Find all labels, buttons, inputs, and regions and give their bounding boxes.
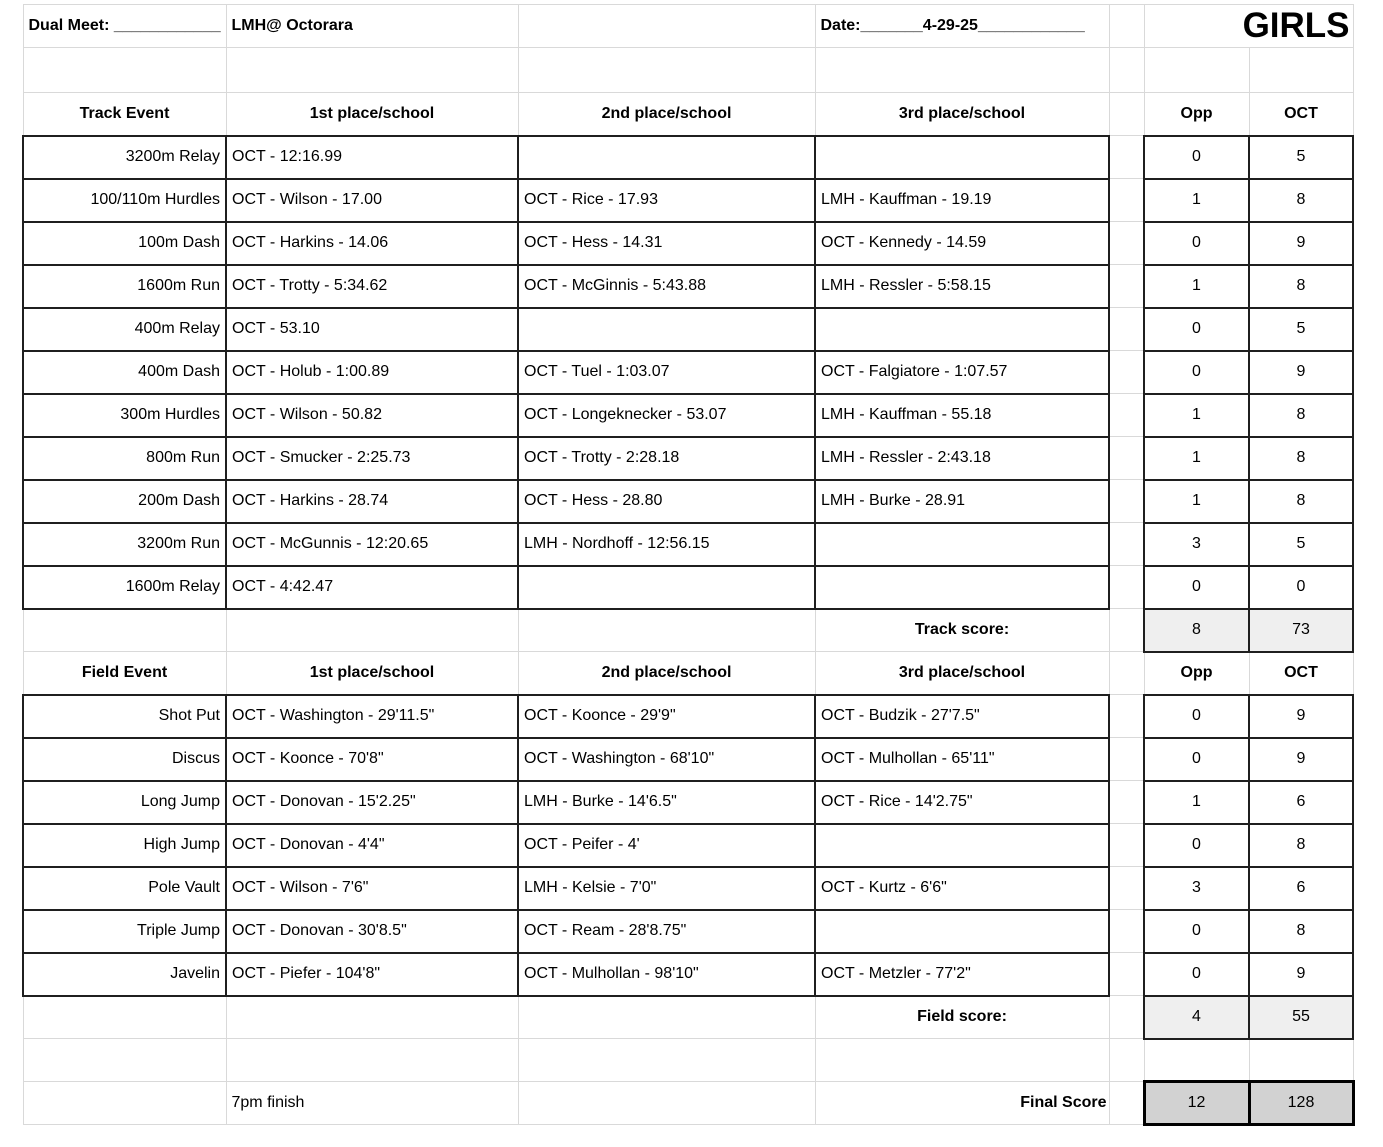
opp-points: 1 [1144, 781, 1249, 824]
second-place-result: OCT - Rice - 17.93 [518, 179, 815, 222]
opp-points: 0 [1144, 824, 1249, 867]
second-place-result: OCT - Washington - 68'10" [518, 738, 815, 781]
spacer-cell [1109, 953, 1144, 996]
event-row [23, 222, 1353, 265]
second-place-result [518, 136, 815, 179]
event-row [23, 265, 1353, 308]
spacer-cell [1109, 781, 1144, 824]
empty-cell [226, 1039, 518, 1082]
field-score-opp-value: 4 [1144, 996, 1249, 1039]
first-place-result: OCT - 53.10 [226, 308, 518, 351]
third-place-result: LMH - Ressler - 2:43.18 [815, 437, 1109, 480]
empty-cell [518, 609, 815, 652]
third-place-result: OCT - Kennedy - 14.59 [815, 222, 1109, 265]
second-place-result: OCT - Trotty - 2:28.18 [518, 437, 815, 480]
opp-header: Opp [1144, 652, 1249, 695]
opp-points: 0 [1144, 351, 1249, 394]
oct-points: 5 [1249, 136, 1353, 179]
opp-points: 0 [1144, 566, 1249, 609]
first-place-result: OCT - Smucker - 2:25.73 [226, 437, 518, 480]
event-row [23, 867, 1353, 910]
oct-points: 5 [1249, 308, 1353, 351]
scoresheet-table [22, 4, 1355, 1126]
spacer-cell [1109, 437, 1144, 480]
third-place-result: LMH - Ressler - 5:58.15 [815, 265, 1109, 308]
event-name: Javelin [23, 953, 226, 996]
third-place-result: LMH - Kauffman - 19.19 [815, 179, 1109, 222]
opp-points: 0 [1144, 308, 1249, 351]
meet-name: LMH@ Octorara [226, 5, 518, 48]
oct-points: 0 [1249, 566, 1353, 609]
oct-points: 6 [1249, 867, 1353, 910]
event-name: Long Jump [23, 781, 226, 824]
track-score-oct-value: 73 [1249, 609, 1353, 652]
first-place-result: OCT - Holub - 1:00.89 [226, 351, 518, 394]
spacer-cell [1109, 93, 1144, 136]
empty-cell [23, 48, 226, 93]
oct-points: 9 [1249, 222, 1353, 265]
opp-points: 3 [1144, 523, 1249, 566]
opp-points: 0 [1144, 953, 1249, 996]
event-name: 300m Hurdles [23, 394, 226, 437]
event-name: Discus [23, 738, 226, 781]
empty-cell [518, 1082, 815, 1125]
final-score-opp-value: 12 [1144, 1082, 1249, 1125]
third-place-result: OCT - Falgiatore - 1:07.57 [815, 351, 1109, 394]
empty-cell [518, 1039, 815, 1082]
spacer-cell [1109, 609, 1144, 652]
empty-cell [815, 48, 1109, 93]
spacer-cell [1109, 222, 1144, 265]
first-place-result: OCT - Washington - 29'11.5" [226, 695, 518, 738]
first-place-result: OCT - Trotty - 5:34.62 [226, 265, 518, 308]
oct-points: 9 [1249, 953, 1353, 996]
first-place-result: OCT - Donovan - 15'2.25" [226, 781, 518, 824]
empty-cell [23, 1039, 226, 1082]
field-header-row [23, 652, 1353, 695]
empty-cell [226, 996, 518, 1039]
spacer-cell [1109, 136, 1144, 179]
spacer-cell [1109, 867, 1144, 910]
first-place-result: OCT - 4:42.47 [226, 566, 518, 609]
oct-points: 6 [1249, 781, 1353, 824]
event-name: 1600m Relay [23, 566, 226, 609]
field-score-row [23, 996, 1353, 1039]
dual-meet-label: Dual Meet: ____________ [23, 5, 226, 48]
third-place-header: 3rd place/school [815, 93, 1109, 136]
third-place-result: OCT - Rice - 14'2.75" [815, 781, 1109, 824]
spacer-cell [1109, 1039, 1144, 1082]
first-place-result: OCT - Harkins - 28.74 [226, 480, 518, 523]
blank-row [23, 1039, 1353, 1082]
event-name: 1600m Run [23, 265, 226, 308]
event-row [23, 824, 1353, 867]
event-name: 400m Relay [23, 308, 226, 351]
first-place-result: OCT - Donovan - 4'4" [226, 824, 518, 867]
event-name: 100/110m Hurdles [23, 179, 226, 222]
empty-cell [23, 1082, 226, 1125]
first-place-result: OCT - Koonce - 70'8" [226, 738, 518, 781]
second-place-result: OCT - Koonce - 29'9" [518, 695, 815, 738]
event-row [23, 179, 1353, 222]
opp-points: 0 [1144, 222, 1249, 265]
event-name: 200m Dash [23, 480, 226, 523]
third-place-result [815, 308, 1109, 351]
event-row [23, 953, 1353, 996]
event-row [23, 910, 1353, 953]
second-place-result: OCT - McGinnis - 5:43.88 [518, 265, 815, 308]
third-place-result: OCT - Mulhollan - 65'11" [815, 738, 1109, 781]
oct-points: 9 [1249, 351, 1353, 394]
final-score-label: Final Score [815, 1082, 1109, 1125]
event-name: Shot Put [23, 695, 226, 738]
second-place-result: OCT - Mulhollan - 98'10" [518, 953, 815, 996]
oct-points: 8 [1249, 824, 1353, 867]
third-place-result [815, 910, 1109, 953]
event-row [23, 523, 1353, 566]
spacer-cell [1109, 48, 1144, 93]
empty-cell [518, 996, 815, 1039]
event-row [23, 480, 1353, 523]
field-score-label: Field score: [815, 996, 1109, 1039]
spacer-cell [1109, 480, 1144, 523]
first-place-result: OCT - Harkins - 14.06 [226, 222, 518, 265]
event-name: Triple Jump [23, 910, 226, 953]
empty-cell [23, 609, 226, 652]
second-place-result: LMH - Burke - 14'6.5" [518, 781, 815, 824]
third-place-header: 3rd place/school [815, 652, 1109, 695]
third-place-result [815, 824, 1109, 867]
third-place-result: OCT - Budzik - 27'7.5" [815, 695, 1109, 738]
oct-header: OCT [1249, 652, 1353, 695]
first-place-result: OCT - Wilson - 50.82 [226, 394, 518, 437]
second-place-result [518, 308, 815, 351]
finish-note: 7pm finish [226, 1082, 518, 1125]
empty-cell [518, 48, 815, 93]
event-row [23, 437, 1353, 480]
empty-cell [23, 996, 226, 1039]
event-row [23, 308, 1353, 351]
first-place-result: OCT - 12:16.99 [226, 136, 518, 179]
oct-header: OCT [1249, 93, 1353, 136]
event-name: 400m Dash [23, 351, 226, 394]
second-place-result: OCT - Ream - 28'8.75" [518, 910, 815, 953]
opp-points: 0 [1144, 738, 1249, 781]
spacer-cell [1109, 523, 1144, 566]
event-name: 800m Run [23, 437, 226, 480]
oct-points: 8 [1249, 394, 1353, 437]
opp-points: 0 [1144, 695, 1249, 738]
empty-cell [518, 5, 815, 48]
second-place-result: OCT - Tuel - 1:03.07 [518, 351, 815, 394]
third-place-result [815, 136, 1109, 179]
first-place-result: OCT - Piefer - 104'8" [226, 953, 518, 996]
track-score-opp-value: 8 [1144, 609, 1249, 652]
field-score-oct-value: 55 [1249, 996, 1353, 1039]
spacer-cell [1109, 910, 1144, 953]
second-place-result: LMH - Kelsie - 7'0" [518, 867, 815, 910]
event-row [23, 136, 1353, 179]
event-row [23, 566, 1353, 609]
first-place-result: OCT - Wilson - 17.00 [226, 179, 518, 222]
track-score-section [23, 609, 1353, 695]
event-name: 100m Dash [23, 222, 226, 265]
event-name: 3200m Relay [23, 136, 226, 179]
track-score-label: Track score: [815, 609, 1109, 652]
event-name: 3200m Run [23, 523, 226, 566]
spacer-cell [1109, 738, 1144, 781]
blank-row [23, 48, 1353, 93]
first-place-header: 1st place/school [226, 652, 518, 695]
date-label: Date:_______4-29-25____________ [815, 5, 1109, 48]
empty-cell [1249, 1039, 1353, 1082]
event-row [23, 351, 1353, 394]
spacer-cell [1109, 351, 1144, 394]
spacer-cell [1109, 566, 1144, 609]
empty-cell [226, 48, 518, 93]
spacer-cell [1109, 394, 1144, 437]
team-label: GIRLS [1144, 5, 1353, 48]
oct-points: 8 [1249, 910, 1353, 953]
second-place-result [518, 566, 815, 609]
empty-cell [815, 1039, 1109, 1082]
event-row [23, 695, 1353, 738]
first-place-result: OCT - Donovan - 30'8.5" [226, 910, 518, 953]
opp-points: 0 [1144, 910, 1249, 953]
third-place-result: LMH - Burke - 28.91 [815, 480, 1109, 523]
final-score-oct-value: 128 [1249, 1082, 1353, 1125]
spacer-cell [1109, 5, 1144, 48]
spacer-cell [1109, 179, 1144, 222]
event-name: High Jump [23, 824, 226, 867]
second-place-result: OCT - Hess - 14.31 [518, 222, 815, 265]
final-score-row [23, 1082, 1353, 1125]
track-event-header: Track Event [23, 93, 226, 136]
oct-points: 8 [1249, 179, 1353, 222]
third-place-result: OCT - Metzler - 77'2" [815, 953, 1109, 996]
empty-cell [1249, 48, 1353, 93]
opp-points: 0 [1144, 136, 1249, 179]
spacer-cell [1109, 996, 1144, 1039]
title-section [23, 5, 1353, 136]
second-place-header: 2nd place/school [518, 93, 815, 136]
title-row [23, 5, 1353, 48]
opp-points: 1 [1144, 265, 1249, 308]
second-place-result: OCT - Peifer - 4' [518, 824, 815, 867]
empty-cell [226, 609, 518, 652]
second-place-header: 2nd place/school [518, 652, 815, 695]
oct-points: 8 [1249, 265, 1353, 308]
spacer-cell [1109, 695, 1144, 738]
field-event-header: Field Event [23, 652, 226, 695]
empty-cell [1144, 48, 1249, 93]
spacer-cell [1109, 1082, 1144, 1125]
opp-points: 1 [1144, 179, 1249, 222]
oct-points: 8 [1249, 437, 1353, 480]
second-place-result: OCT - Longeknecker - 53.07 [518, 394, 815, 437]
third-place-result [815, 566, 1109, 609]
spacer-cell [1109, 652, 1144, 695]
first-place-header: 1st place/school [226, 93, 518, 136]
oct-points: 9 [1249, 695, 1353, 738]
track-events-section [23, 136, 1353, 609]
first-place-result: OCT - Wilson - 7'6" [226, 867, 518, 910]
opp-header: Opp [1144, 93, 1249, 136]
spacer-cell [1109, 824, 1144, 867]
spacer-cell [1109, 308, 1144, 351]
event-row [23, 781, 1353, 824]
third-place-result [815, 523, 1109, 566]
first-place-result: OCT - McGunnis - 12:20.65 [226, 523, 518, 566]
third-place-result: OCT - Kurtz - 6'6" [815, 867, 1109, 910]
oct-points: 9 [1249, 738, 1353, 781]
event-row [23, 738, 1353, 781]
footer-section [23, 996, 1353, 1125]
opp-points: 1 [1144, 437, 1249, 480]
opp-points: 1 [1144, 480, 1249, 523]
opp-points: 1 [1144, 394, 1249, 437]
track-header-row [23, 93, 1353, 136]
oct-points: 5 [1249, 523, 1353, 566]
empty-cell [1144, 1039, 1249, 1082]
spacer-cell [1109, 265, 1144, 308]
field-events-section [23, 695, 1353, 996]
event-name: Pole Vault [23, 867, 226, 910]
second-place-result: LMH - Nordhoff - 12:56.15 [518, 523, 815, 566]
third-place-result: LMH - Kauffman - 55.18 [815, 394, 1109, 437]
event-row [23, 394, 1353, 437]
track-score-row [23, 609, 1353, 652]
oct-points: 8 [1249, 480, 1353, 523]
second-place-result: OCT - Hess - 28.80 [518, 480, 815, 523]
opp-points: 3 [1144, 867, 1249, 910]
